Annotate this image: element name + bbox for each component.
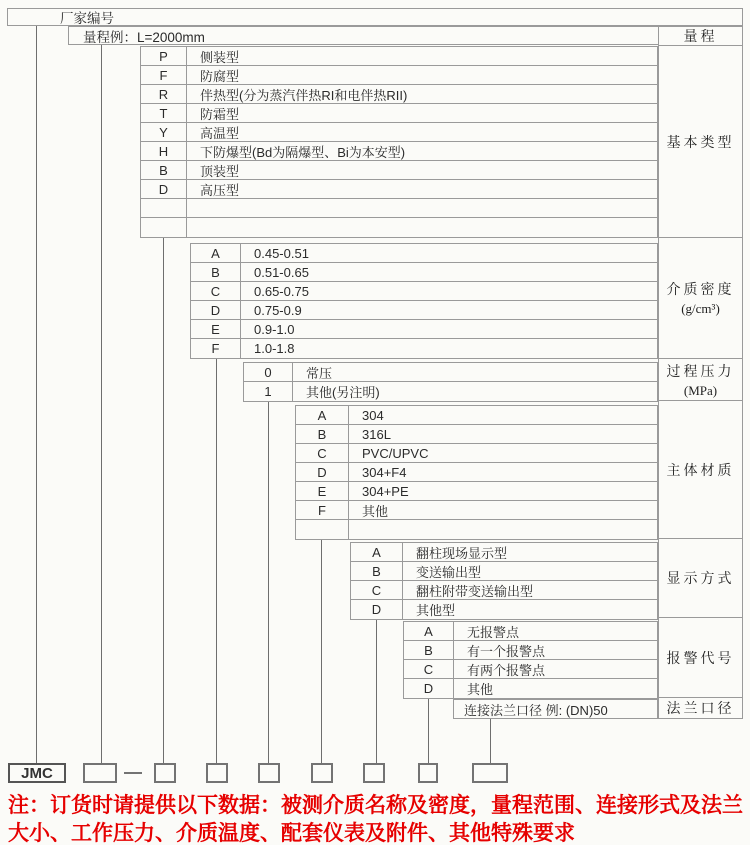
code-cell: A [296,406,349,424]
basic-type-row [141,180,657,199]
description-cell [187,218,657,237]
basic-type-row [141,218,657,237]
code-cell: P [141,47,187,65]
code-cell [296,520,349,539]
body-material-row [296,501,657,520]
code-cell: A [404,622,454,640]
display-mode-row [351,543,657,562]
description-cell: 0.45-0.51 [254,245,309,261]
model-prefix-text: JMC [21,764,53,782]
code-cell: F [296,501,349,519]
code-box-body-material [311,763,333,783]
display-mode-row [351,600,657,619]
order-note-line2: 大小、工作压力、介质温度、配套仪表及附件、其他特殊要求 [8,822,575,845]
category-label-flange-size: 法兰口径 [666,702,735,717]
description-cell: 有一个报警点 [467,643,546,659]
code-cell: B [351,562,403,580]
display-mode-row [351,562,657,581]
medium-density-row [191,320,657,339]
display-mode-table [350,542,658,620]
basic-type-row [141,47,657,66]
code-box-alarm-code [418,763,438,783]
factory-code-row [7,8,743,26]
basic-type-row [141,66,657,85]
description-cell: 翻柱现场显示型 [416,545,508,561]
code-cell: B [191,263,241,281]
code-cell: 1 [244,382,293,401]
description-cell: 304 [362,407,384,423]
code-cell: A [351,543,403,561]
code-cell: B [404,641,454,659]
description-cell: 无报警点 [467,624,520,640]
category-label-alarm-code: 报警代号 [659,618,742,698]
connector-line-range [101,45,102,763]
factory-code-label: 厂家编号 [60,11,114,26]
category-label-column [658,26,743,719]
code-cell: D [191,301,241,319]
code-cell: H [141,142,187,160]
basic-type-row [141,142,657,161]
code-box-flange-size [472,763,508,783]
body-material-row [296,425,657,444]
description-cell: 其他 [362,503,389,519]
body-material-row [296,463,657,482]
description-cell: 有两个报警点 [467,662,546,678]
description-cell: 变送输出型 [416,564,482,580]
alarm-code-table [403,621,658,699]
code-cell: C [191,282,241,300]
code-box-display-mode [363,763,385,783]
dash-separator [124,772,142,774]
process-pressure-table [243,362,658,402]
display-mode-row [351,581,657,600]
body-material-table [295,405,658,540]
description-cell: 高温型 [200,125,240,141]
connector-line-display-mode [376,620,377,763]
code-cell: C [351,581,403,599]
description-cell: 高压型 [200,182,240,198]
description-cell: 0.9-1.0 [254,321,295,337]
description-cell: 0.75-0.9 [254,302,302,318]
medium-density-row [191,339,657,358]
code-cell: D [141,180,187,198]
description-cell: 其他型 [416,603,456,618]
alarm-code-row [404,622,657,641]
basic-type-table [140,46,658,238]
model-prefix-box [8,763,66,783]
connector-line-basic-type [163,238,164,763]
code-cell: F [191,339,241,358]
alarm-code-row [404,660,657,679]
body-material-row [296,444,657,463]
description-cell: 0.51-0.65 [254,264,309,280]
category-label-process-pressure: 过程压力 (MPa) [659,359,742,401]
category-label-range: 量程 [659,27,742,46]
code-box-medium-density [206,763,228,783]
connector-line-alarm-code [428,699,429,763]
code-box-range [83,763,117,783]
basic-type-row [141,104,657,123]
code-cell: C [404,660,454,678]
code-cell: E [191,320,241,338]
category-label-medium-density: 介质密度 (g/cm³) [659,238,742,359]
code-cell: D [296,463,349,481]
description-cell: 其他 [467,682,494,697]
code-cell: T [141,104,187,122]
alarm-code-row [404,641,657,660]
description-cell: 316L [362,426,391,442]
code-cell: B [141,161,187,179]
medium-density-row [191,301,657,320]
medium-density-row [191,244,657,263]
description-cell [187,199,657,217]
description-cell [349,520,657,539]
code-cell: 0 [244,363,293,381]
medium-density-row [191,263,657,282]
category-label-display-mode: 显示方式 [659,539,742,618]
connector-line-medium-density [216,359,217,763]
description-cell: 304+PE [362,483,409,499]
basic-type-row [141,161,657,180]
code-box-basic-type [154,763,176,783]
body-material-row [296,520,657,539]
description-cell: 顶装型 [200,163,240,179]
description-cell: 其他(另注明) [306,385,380,400]
basic-type-row [141,199,657,218]
process-pressure-row [244,382,657,401]
description-cell: 防霜型 [200,106,240,122]
code-cell: Y [141,123,187,141]
body-material-row [296,482,657,501]
flange-size-row [453,699,658,719]
order-note [8,792,748,845]
description-cell: PVC/UPVC [362,445,429,461]
code-cell: E [296,482,349,500]
code-cell: C [296,444,349,462]
alarm-code-row [404,679,657,698]
body-material-row [296,406,657,425]
medium-density-row [191,282,657,301]
flange-size-text: 连接法兰口径 例: (DN)50 [464,702,608,718]
description-cell: 常压 [306,365,333,381]
description-cell: 0.65-0.75 [254,283,309,299]
code-cell: D [351,600,403,619]
basic-type-row [141,85,657,104]
basic-type-row [141,123,657,142]
medium-density-table [190,243,658,359]
category-label-basic-type: 基本类型 [659,46,742,238]
description-cell: 1.0-1.8 [254,341,295,356]
description-cell: 304+F4 [362,464,407,480]
code-cell: A [191,244,241,262]
connector-line-factory [36,26,37,763]
process-pressure-row [244,363,657,382]
code-box-process-pressure [258,763,280,783]
code-cell: R [141,85,187,103]
connector-line-flange-size [490,719,491,763]
code-cell [141,218,187,237]
code-cell: B [296,425,349,443]
code-cell: D [404,679,454,698]
category-label-body-material: 主体材质 [659,401,742,539]
description-cell: 侧装型 [200,49,240,65]
code-cell: F [141,66,187,84]
order-note-line1: 注：订货时请提供以下数据：被测介质名称及密度，量程范围、连接形式及法兰 [8,794,743,817]
description-cell: 防腐型 [200,68,240,84]
connector-line-process-pressure [268,402,269,763]
range-example-row [68,26,659,45]
description-cell: 翻柱附带变送输出型 [416,583,534,599]
description-cell: 下防爆型(Bd为隔爆型、Bi为本安型) [200,144,406,160]
range-example-label: 量程例：L=2000mm [83,29,205,45]
connector-line-body-material [321,540,322,763]
description-cell: 伴热型(分为蒸汽伴热RI和电伴热RII) [200,87,408,103]
code-cell [141,199,187,217]
